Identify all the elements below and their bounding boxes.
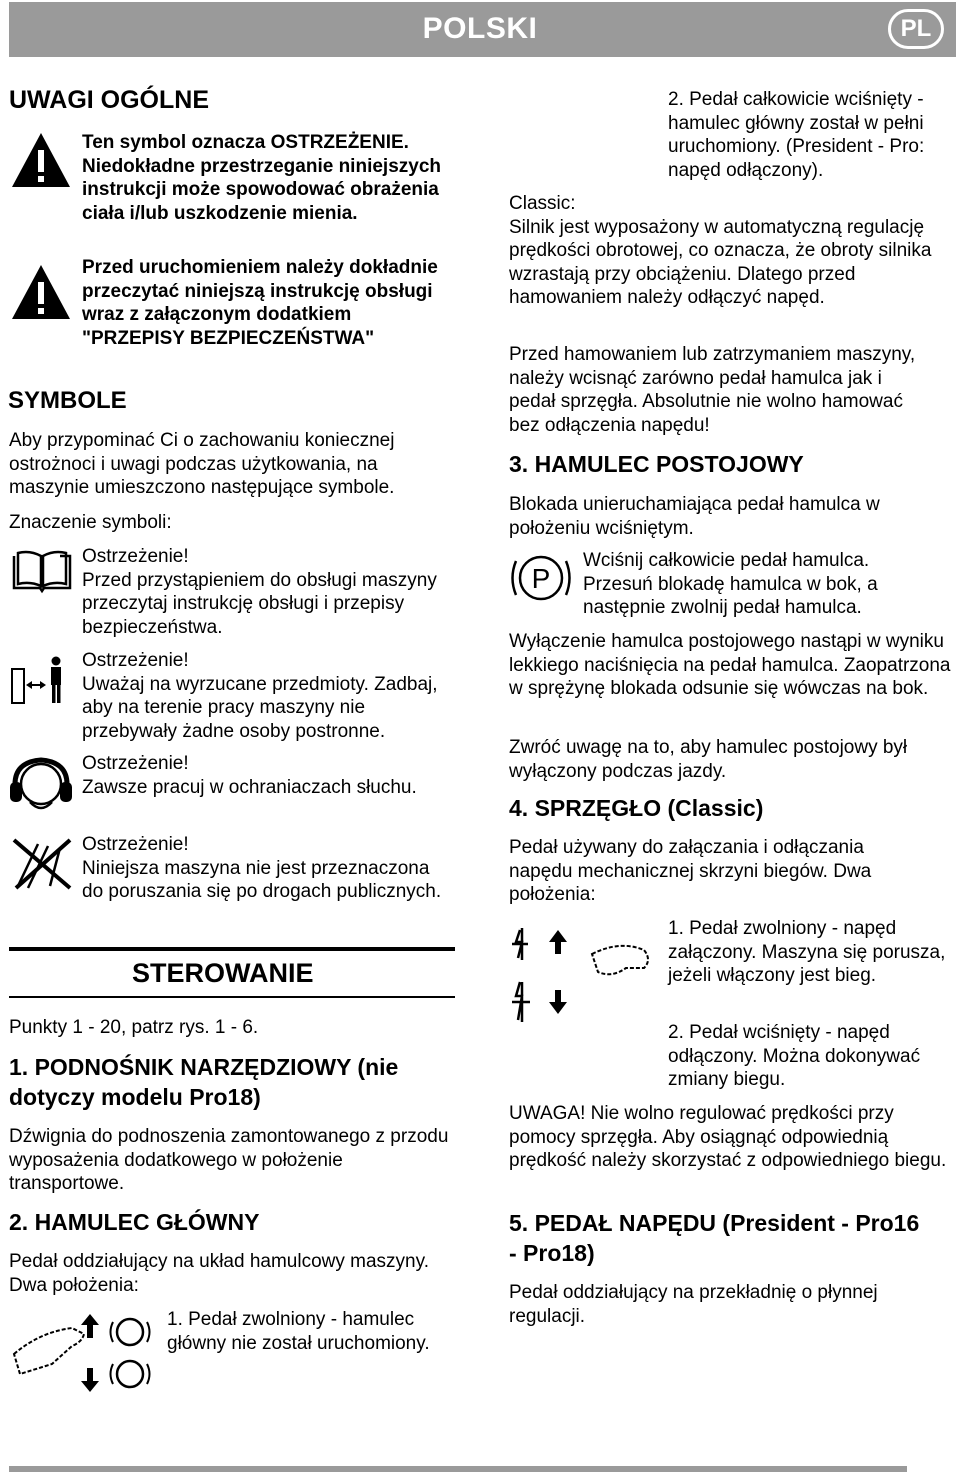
brake-pedal-icon — [10, 1312, 155, 1394]
clutch-pedal-icon — [508, 924, 658, 1030]
clutch-warning: UWAGA! Nie wolno regulować prędkości przy pomocy sprzęgła. Aby osiągnąć odpowiednią prędkość należy skorzystać z odpowiedniego biegu. — [509, 1103, 947, 1171]
tool-lift-text: Dźwignia do podnoszenia zamontowanego z przodu wyposażenia dodatkowego w położenie transportowe. — [9, 1126, 449, 1194]
tool-lift-heading: 1. PODNOŚNIK NARZĘDZIOWY (nie dotyczy modelu Pro18) — [9, 1054, 399, 1110]
clutch-pos2: 2. Pedał wciśnięty - napęd odłączony. Można dokonywać zmiany biegu. — [668, 1022, 921, 1090]
general-heading: UWAGI OGÓLNE — [9, 86, 209, 114]
symbol-public-roads-text: Ostrzeżenie! Niniejsza maszyna nie jest przeznaczona do poruszania się po drogach publicznych. — [82, 834, 442, 902]
symbol-hearing-text: Ostrzeżenie! Zawsze pracuj w ochraniaczach słuchu. — [82, 753, 417, 798]
parking-brake-steps: Wciśnij całkowicie pedał hamulca. Przesuń blokadę hamulca w bok, a następnie zwolnij pedał hamulca. — [583, 550, 878, 618]
symbols-heading: SYMBOLE — [8, 387, 127, 414]
symbol-read-manual-text: Ostrzeżenie! Przed przystąpieniem do obsługi maszyny przeczytaj instrukcję obsługi i przepisy bezpieczeństwa. — [82, 546, 437, 638]
clutch-heading: 4. SPRZĘGŁO (Classic) — [509, 795, 764, 821]
symbol-thrown-objects-text: Ostrzeżenie! Uważaj na wyrzucane przedmioty. Zadbaj, aby na terenie pracy maszyny nie przebywały żadne osoby postronne. — [82, 650, 438, 742]
braking-instruction: Przed hamowaniem lub zatrzymaniem maszyny, należy wcisnąć zarówno pedał hamulca jak i pedał sprzęgła. Absolutnie nie wolno hamować bez odłączenia napędu! — [509, 344, 916, 436]
language-badge: PL — [888, 9, 944, 49]
parking-brake-heading: 3. HAMULEC POSTOJOWY — [509, 451, 804, 477]
no-public-roads-icon — [10, 834, 76, 892]
warning-triangle-icon — [10, 262, 72, 322]
open-book-icon — [10, 548, 74, 594]
read-manual-warning: Przed uruchomieniem należy dokładnie przeczytać niniejszą instrukcję obsługi wraz z załączonym dodatkiem "PRZEPISY BEZPIECZEŃSTWA" — [82, 257, 438, 349]
drive-pedal-heading: 5. PEDAŁ NAPĘDU (President - Pro16 - Pro18) — [509, 1210, 920, 1266]
clutch-pos1: 1. Pedał zwolniony - napęd załączony. Maszyna się porusza, jeżeli włączony jest bieg. — [668, 918, 946, 986]
main-brake-pos2: 2. Pedał całkowicie wciśnięty - hamulec główny został w pełni uruchomiony. (President - Pro: napęd odłączony). — [668, 89, 925, 181]
parking-brake-release: Wyłączenie hamulca postojowego nastąpi w wyniku lekkiego naciśnięcia na pedał hamulca. Zaopatrzona w sprężynę blokada odsunie się wówczas na bok. — [509, 631, 951, 699]
points-reference: Punkty 1 - 20, patrz rys. 1 - 6. — [9, 1017, 259, 1038]
parking-brake-note: Zwróć uwagę na to, aby hamulec postojowy był wyłączony podczas jazdy. — [509, 737, 908, 782]
drive-pedal-text: Pedał oddziałujący na przekładnię o płynnej regulacji. — [509, 1282, 878, 1327]
main-brake-pos1: 1. Pedał zwolniony - hamulec główny nie został uruchomiony. — [167, 1309, 430, 1354]
warning-triangle-icon — [10, 130, 72, 190]
footer-bar — [9, 1466, 907, 1472]
section-rule-top — [9, 947, 455, 951]
main-brake-heading: 2. HAMULEC GŁÓWNY — [9, 1209, 260, 1235]
header-title: POLSKI — [422, 12, 538, 45]
classic-engine-text: Classic: Silnik jest wyposażony w automatyczną regulację prędkości obrotowej, co oznacza, że obroty silnika wzrastają przy obciążeniu. Dlatego przed hamowaniem należy odłączyć napęd. — [509, 193, 932, 308]
symbols-intro: Aby przypominać Ci o zachowaniu koniecznej ostrożnoci i uwagi podczas użytkowania, na maszynie umieszczono następujące symbole. — [9, 430, 395, 498]
section-rule-bottom — [9, 996, 455, 998]
warning-symbol-text: Ten symbol oznacza OSTRZEŻENIE. Niedokładne przestrzeganie niniejszych instrukcji może spowodować obrażenia ciała i/lub uszkodzenie mienia. — [82, 132, 441, 224]
svg-text:P: P — [531, 563, 551, 594]
parking-brake-icon — [509, 549, 573, 607]
symbols-meaning: Znaczenie symboli: — [9, 512, 172, 533]
clutch-text: Pedał używany do załączania i odłączania napędu mechanicznej skrzyni biegów. Dwa położenia: — [509, 837, 872, 905]
controls-heading: STEROWANIE — [132, 958, 314, 988]
hearing-protection-icon — [8, 754, 74, 820]
parking-brake-text: Blokada unieruchamiająca pedał hamulca w położeniu wciśniętym. — [509, 494, 880, 539]
main-brake-text: Pedał oddziałujący na układ hamulcowy maszyny. Dwa położenia: — [9, 1251, 429, 1296]
bystander-distance-icon — [10, 655, 72, 707]
